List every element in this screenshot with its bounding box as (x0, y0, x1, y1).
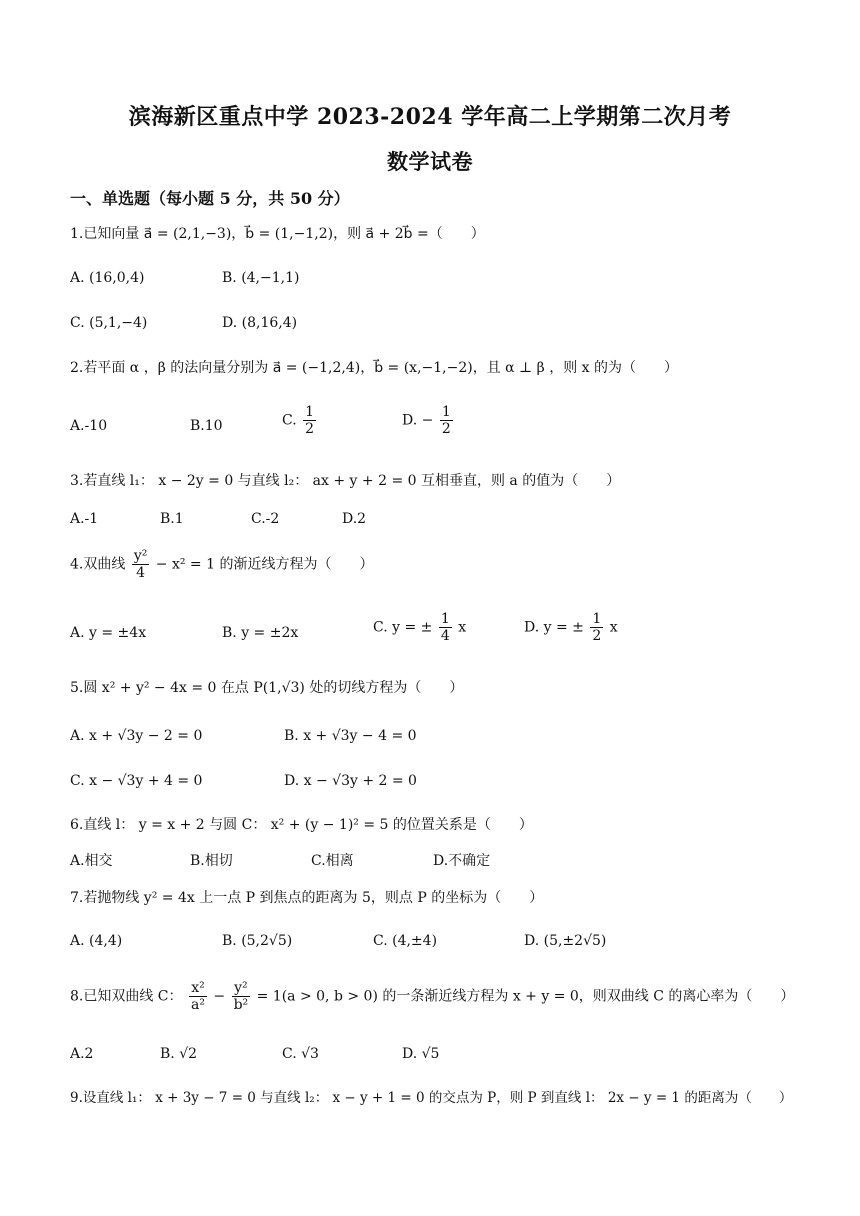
exam-subtitle: 数学试卷 (387, 149, 473, 174)
question-4-option-d (524, 611, 618, 644)
fraction (439, 611, 452, 644)
fraction-denominator: b² (233, 997, 249, 1013)
question-4-option-b: B. y = ±2x (222, 625, 299, 641)
question-2-option-c (282, 404, 318, 437)
fraction (303, 404, 316, 437)
question-7-stem: 7.若抛物线 y² = 4x 上一点 P 到焦点的距离为 5，则点 P 的坐标为（ ） (70, 890, 544, 906)
stem-text: = 1(a > 0, b > 0) 的一条渐近线方程为 x + y = 0，则双曲线 C 的离心率为（ ） (256, 988, 795, 1005)
question-5-option-b: B. x + √3y − 4 = 0 (284, 728, 417, 744)
question-7-option-d: D. (5,±2√5) (524, 933, 607, 949)
question-8-option-b: B. √2 (160, 1046, 198, 1062)
fraction-numerator: y² (234, 980, 248, 996)
question-2-option-d (402, 404, 455, 437)
question-6-option-a: A.相交 (70, 853, 113, 869)
fraction-numerator: 1 (441, 404, 451, 420)
fraction (232, 980, 251, 1013)
question-3-option-a: A.-1 (70, 511, 99, 527)
question-2-option-b: B.10 (190, 418, 223, 434)
question-5-option-d: D. x − √3y + 2 = 0 (284, 773, 417, 789)
question-5-option-c: C. x − √3y + 4 = 0 (70, 773, 203, 789)
stem-text: − x² = 1 的渐近线方程为（ ） (155, 556, 374, 573)
question-2-stem: 2.若平面 α ，β 的法向量分别为 a⃗ = (−1,2,4)，b⃗ = (x,−1,−2)，且 α ⊥ β ，则 x 的为（ ） (70, 360, 679, 376)
question-4-stem (70, 548, 373, 581)
option-label: C. y = ± (373, 619, 433, 636)
question-8-option-c: C. √3 (282, 1046, 319, 1062)
question-1-option-d: D. (8,16,4) (222, 315, 298, 331)
question-4-option-a: A. y = ±4x (70, 625, 147, 641)
fraction-denominator: 4 (136, 565, 146, 581)
fraction-denominator: a² (190, 997, 205, 1013)
fraction-denominator: 4 (440, 628, 450, 644)
stem-text: 8.已知双曲线 C： (70, 988, 183, 1005)
question-3-option-d: D.2 (342, 511, 367, 527)
stem-text: − (213, 988, 226, 1005)
question-6-option-c: C.相离 (311, 853, 354, 869)
question-1-option-a: A. (16,0,4) (70, 270, 145, 286)
fraction-numerator: x² (191, 980, 205, 996)
fraction (440, 404, 453, 437)
question-7-option-a: A. (4,4) (70, 933, 123, 949)
fraction (132, 548, 150, 581)
question-8-option-d: D. √5 (402, 1046, 440, 1062)
fraction-numerator: y² (133, 548, 148, 564)
exam-title: 滨海新区重点中学 2023-2024 学年高二上学期第二次月考 (128, 104, 732, 130)
option-suffix: x (458, 619, 467, 636)
fraction-denominator: 2 (441, 421, 451, 437)
fraction-numerator: 1 (440, 611, 450, 627)
fraction-numerator: 1 (592, 611, 602, 627)
question-3-option-c: C.-2 (251, 511, 280, 527)
question-3-option-b: B.1 (160, 511, 184, 527)
option-suffix: x (609, 619, 618, 636)
question-1-option-b: B. (4,−1,1) (222, 270, 300, 286)
question-5-stem: 5.圆 x² + y² − 4x = 0 在点 P(1,√3) 处的切线方程为（ ） (70, 680, 464, 696)
question-7-option-c: C. (4,±4) (373, 933, 438, 949)
question-6-option-b: B.相切 (190, 853, 233, 869)
question-1-option-c: C. (5,1,−4) (70, 315, 148, 331)
question-1-stem: 1.已知向量 a⃗ = (2,1,−3)，b⃗ = (1,−1,2)，则 a⃗ + 2b⃗ =（ ） (70, 226, 485, 242)
option-label: D. y = ± (524, 619, 584, 636)
stem-text: 4.双曲线 (70, 556, 126, 573)
fraction (590, 611, 603, 644)
question-5-option-a: A. x + √3y − 2 = 0 (70, 728, 203, 744)
question-7-option-b: B. (5,2√5) (222, 933, 293, 949)
fraction-denominator: 2 (592, 628, 602, 644)
question-4-option-c (373, 611, 466, 644)
question-9-stem: 9.设直线 l₁： x + 3y − 7 = 0 与直线 l₂： x − y + 1 = 0 的交点为 P，则 P 到直线 l： 2x − y = 1 的距离为（ ） (70, 1090, 793, 1106)
question-6-option-d: D.不确定 (433, 853, 491, 869)
option-label: C. (282, 412, 297, 429)
fraction-denominator: 2 (305, 421, 315, 437)
fraction-numerator: 1 (305, 404, 315, 420)
question-2-option-a: A.-10 (70, 418, 108, 434)
section-heading: 一、单选题（每小题 5 分，共 50 分） (70, 189, 350, 208)
question-3-stem: 3.若直线 l₁： x − 2y = 0 与直线 l₂： ax + y + 2 = 0 互相垂直，则 a 的值为（ ） (70, 473, 621, 489)
option-label: D. − (402, 412, 434, 429)
question-8-stem (70, 980, 794, 1013)
question-8-option-a: A.2 (70, 1046, 94, 1062)
question-6-stem: 6.直线 l： y = x + 2 与圆 C： x² + (y − 1)² = 5 的位置关系是（ ） (70, 817, 533, 833)
fraction (189, 980, 207, 1013)
